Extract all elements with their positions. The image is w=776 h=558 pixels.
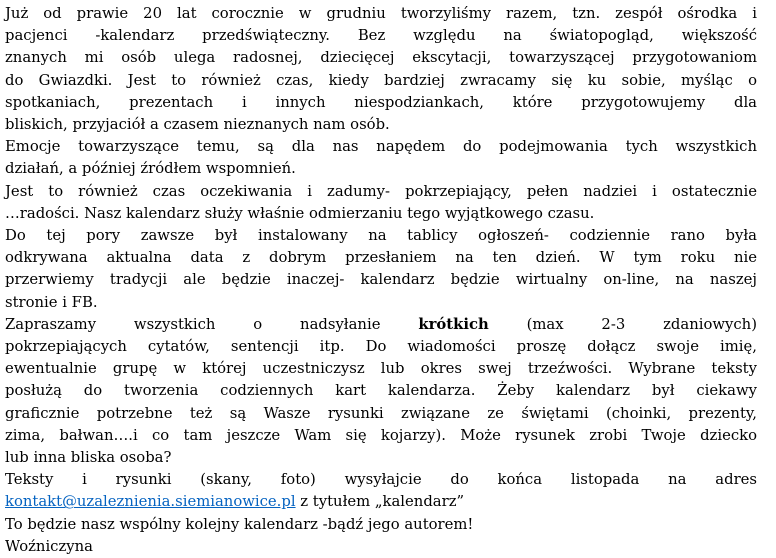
text-line: znanych mi osób ulega radosnej, dziecięcej ekscytacji, towarzyszącej przygotowaniom <box>5 49 757 67</box>
emphasis-krotkich: krótkich <box>418 315 489 333</box>
text-line: Emocje towarzyszące temu, są dla nas napędem do podejmowania tych wszystkich <box>5 138 757 156</box>
text-line: Już od prawie 20 lat corocznie w grudniu tworzyliśmy razem, tzn. zespół ośrodka i <box>5 5 757 22</box>
invitation-text-after: (max 2-3 zdaniowych) <box>488 315 757 333</box>
paragraph-invitation <box>5 314 757 469</box>
contact-subject-text: z tytułem „kalendarz” <box>295 493 465 511</box>
text-line: Jest to również czas oczekiwania i zadumy- pokrzepiający, pełen nadziei i ostatecznie <box>5 182 757 200</box>
text-line: stronie i FB. <box>5 293 98 311</box>
text-line: ewentualnie grupę w której uczestniczysz lub okres swej trzeźwości. Wybrane teksty <box>5 360 757 378</box>
signature <box>5 536 757 558</box>
text-line: posłużą do tworzenia codziennych kart kalendarza. Żeby kalendarz był ciekawy <box>5 382 757 400</box>
text-line <box>5 491 757 513</box>
paragraph-closing <box>5 514 757 536</box>
text-line: pokrzepiających cytatów, sentencji itp. Do wiadomości proszę dołącz swoje imię, <box>5 338 757 356</box>
text-line: pacjenci -kalendarz przedświąteczny. Bez względu na światopogląd, większość <box>5 27 757 45</box>
text-line: działań, a później źródłem wspomnień. <box>5 160 296 178</box>
document-body <box>5 3 757 558</box>
text-line: zima, bałwan….i co tam jeszcze Wam się kojarzy). Może rysunek zrobi Twoje dziecko <box>5 426 757 444</box>
signature-name: Woźniczyna <box>5 537 93 555</box>
text-line <box>5 314 757 336</box>
paragraph-contact <box>5 469 757 513</box>
paragraph-waiting <box>5 181 757 225</box>
text-line: graficznie potrzebne też są Wasze rysunki związane ze świętami (choinki, prezenty, <box>5 404 757 422</box>
text-line: do Gwiazdki. Jest to również czas, kiedy bardziej zwracamy się ku sobie, myśląc o <box>5 71 757 89</box>
text-line: To będzie nasz wspólny kolejny kalendarz -bądź jego autorem! <box>5 515 474 533</box>
text-line: lub inna bliska osoba? <box>5 449 172 467</box>
invitation-text-before: Zapraszamy wszystkich o nadsyłanie <box>5 315 419 333</box>
text-line: odkrywana aktualna data z dobrym przesłaniem na ten dzień. W tym roku nie <box>5 249 757 267</box>
paragraph-intro <box>5 3 757 136</box>
text-line: przerwiemy tradycji ale będzie inaczej- kalendarz będzie wirtualny on-line, na naszej <box>5 271 757 289</box>
text-line: Teksty i rysunki (skany, foto) wysyłajcie do końca listopada na adres <box>5 471 757 489</box>
paragraph-emotions <box>5 136 757 180</box>
contact-email-link[interactable]: kontakt@uzaleznienia.siemianowice.pl <box>5 493 296 511</box>
text-line: …radości. Nasz kalendarz służy właśnie odmierzaniu tego wyjątkowego czasu. <box>5 204 595 222</box>
text-line: Do tej pory zawsze był instalowany na tablicy ogłoszeń- codziennie rano była <box>5 227 757 245</box>
text-line: bliskich, przyjaciół a czasem nieznanych nam osób. <box>5 116 390 134</box>
paragraph-tradition <box>5 225 757 314</box>
text-line: spotkaniach, prezentach i innych niespodziankach, które przygotowujemy dla <box>5 93 757 111</box>
